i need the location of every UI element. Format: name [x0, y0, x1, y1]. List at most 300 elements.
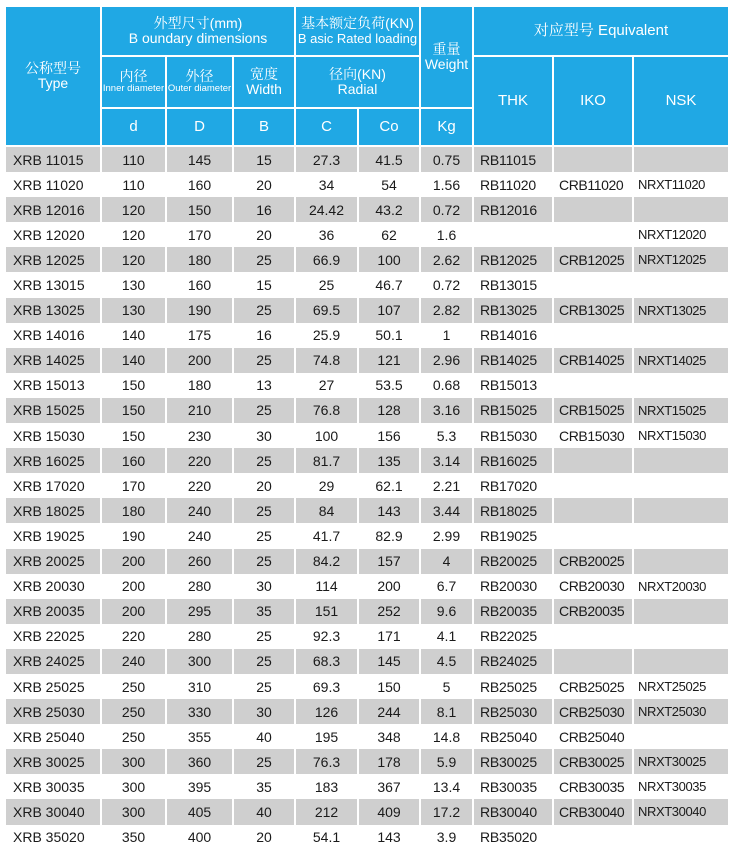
cell-outer-D: 260 [166, 549, 233, 574]
cell-type: XRB 30035 [5, 774, 101, 799]
cell-type: XRB 25030 [5, 699, 101, 724]
table-row [5, 699, 729, 724]
cell-nsk: NRXT15030 [633, 423, 729, 448]
header-radial-cn: 径向(KN) [329, 65, 386, 82]
cell-iko: CRB12025 [553, 247, 633, 272]
cell-nsk: NRXT12020 [633, 222, 729, 247]
bearing-spec-table [4, 5, 730, 850]
cell-radial-Co: 121 [358, 348, 420, 373]
cell-width-B: 25 [233, 448, 295, 473]
table-row [5, 624, 729, 649]
header-outer-cn: 外径 [185, 68, 214, 85]
cell-outer-D: 145 [166, 146, 233, 172]
cell-outer-D: 230 [166, 423, 233, 448]
cell-iko [553, 624, 633, 649]
cell-outer-D: 180 [166, 373, 233, 398]
cell-inner-d: 200 [101, 549, 166, 574]
cell-nsk: NRXT15025 [633, 398, 729, 423]
cell-iko: CRB15030 [553, 423, 633, 448]
cell-outer-D: 210 [166, 398, 233, 423]
cell-nsk: NRXT25030 [633, 699, 729, 724]
cell-radial-Co: 41.5 [358, 146, 420, 172]
cell-radial-Co: 367 [358, 774, 420, 799]
cell-iko: CRB25040 [553, 724, 633, 749]
table-row [5, 774, 729, 799]
cell-radial-C: 69.3 [295, 674, 358, 699]
table-row [5, 825, 729, 850]
cell-weight: 2.96 [420, 348, 473, 373]
cell-radial-C: 100 [295, 423, 358, 448]
header-width-en: Width [246, 81, 282, 97]
cell-radial-Co: 348 [358, 724, 420, 749]
cell-thk: RB20025 [473, 549, 553, 574]
cell-type: XRB 24025 [5, 649, 101, 674]
header-weight-cn: 重量 [432, 40, 461, 57]
cell-outer-D: 220 [166, 448, 233, 473]
cell-radial-C: 66.9 [295, 247, 358, 272]
cell-radial-Co: 107 [358, 298, 420, 323]
cell-weight: 6.7 [420, 574, 473, 599]
cell-inner-d: 250 [101, 699, 166, 724]
cell-inner-d: 180 [101, 498, 166, 523]
cell-radial-Co: 409 [358, 799, 420, 824]
cell-width-B: 25 [233, 247, 295, 272]
cell-inner-d: 140 [101, 348, 166, 373]
cell-thk: RB24025 [473, 649, 553, 674]
cell-width-B: 25 [233, 549, 295, 574]
cell-weight: 4.5 [420, 649, 473, 674]
header-boundary-en: B oundary dimensions [128, 30, 268, 46]
table-row [5, 146, 729, 172]
cell-iko [553, 197, 633, 222]
table-row [5, 298, 729, 323]
cell-nsk: NRXT12025 [633, 247, 729, 272]
cell-inner-d: 120 [101, 197, 166, 222]
cell-radial-C: 41.7 [295, 523, 358, 548]
table-header [5, 6, 729, 146]
cell-width-B: 30 [233, 423, 295, 448]
cell-width-B: 30 [233, 574, 295, 599]
cell-weight: 5 [420, 674, 473, 699]
cell-inner-d: 190 [101, 523, 166, 548]
cell-radial-Co: 156 [358, 423, 420, 448]
cell-radial-C: 25 [295, 272, 358, 297]
cell-nsk [633, 473, 729, 498]
cell-inner-d: 150 [101, 423, 166, 448]
cell-weight: 2.99 [420, 523, 473, 548]
cell-width-B: 16 [233, 323, 295, 348]
cell-nsk [633, 498, 729, 523]
table-row [5, 323, 729, 348]
cell-thk: RB20035 [473, 599, 553, 624]
cell-inner-d: 110 [101, 146, 166, 172]
cell-thk: RB14016 [473, 323, 553, 348]
cell-outer-D: 400 [166, 825, 233, 850]
cell-width-B: 40 [233, 724, 295, 749]
cell-width-B: 20 [233, 825, 295, 850]
cell-radial-Co: 82.9 [358, 523, 420, 548]
cell-inner-d: 250 [101, 724, 166, 749]
table-row [5, 222, 729, 247]
cell-inner-d: 300 [101, 749, 166, 774]
cell-nsk [633, 724, 729, 749]
cell-thk: RB12025 [473, 247, 553, 272]
cell-type: XRB 15030 [5, 423, 101, 448]
cell-nsk: NRXT14025 [633, 348, 729, 373]
cell-width-B: 20 [233, 222, 295, 247]
header-load [295, 6, 420, 56]
header-inner-cn: 内径 [119, 68, 148, 85]
cell-nsk [633, 624, 729, 649]
cell-type: XRB 16025 [5, 448, 101, 473]
cell-outer-D: 360 [166, 749, 233, 774]
table-row [5, 197, 729, 222]
table-row [5, 423, 729, 448]
cell-radial-C: 54.1 [295, 825, 358, 850]
cell-radial-C: 84 [295, 498, 358, 523]
cell-outer-D: 355 [166, 724, 233, 749]
header-weight-en: Weight [424, 56, 469, 72]
cell-nsk: NRXT30025 [633, 749, 729, 774]
cell-radial-C: 29 [295, 473, 358, 498]
cell-weight: 0.72 [420, 272, 473, 297]
header-radial [295, 56, 420, 108]
cell-thk: RB17020 [473, 473, 553, 498]
header-weight [420, 6, 473, 108]
cell-radial-C: 27 [295, 373, 358, 398]
cell-outer-D: 240 [166, 523, 233, 548]
cell-thk: RB22025 [473, 624, 553, 649]
cell-radial-C: 76.3 [295, 749, 358, 774]
cell-radial-Co: 178 [358, 749, 420, 774]
cell-thk: RB20030 [473, 574, 553, 599]
cell-width-B: 25 [233, 298, 295, 323]
cell-type: XRB 12016 [5, 197, 101, 222]
cell-nsk [633, 373, 729, 398]
cell-thk: RB11020 [473, 172, 553, 197]
cell-weight: 1 [420, 323, 473, 348]
cell-weight: 2.62 [420, 247, 473, 272]
cell-radial-C: 183 [295, 774, 358, 799]
cell-outer-D: 295 [166, 599, 233, 624]
cell-nsk [633, 523, 729, 548]
cell-iko: CRB15025 [553, 398, 633, 423]
cell-inner-d: 300 [101, 799, 166, 824]
header-boundary-cn: 外型尺寸(mm) [153, 14, 243, 31]
header-equivalent: 对应型号 Equivalent [473, 6, 729, 56]
cell-radial-Co: 171 [358, 624, 420, 649]
cell-nsk [633, 197, 729, 222]
cell-radial-Co: 62.1 [358, 473, 420, 498]
cell-thk: RB35020 [473, 825, 553, 850]
cell-width-B: 20 [233, 172, 295, 197]
cell-weight: 1.6 [420, 222, 473, 247]
table-row [5, 448, 729, 473]
cell-iko: CRB14025 [553, 348, 633, 373]
header-radial-en: Radial [337, 81, 378, 97]
header-sym-C: C [295, 108, 358, 146]
cell-outer-D: 180 [166, 247, 233, 272]
cell-iko: CRB30040 [553, 799, 633, 824]
header-nsk: NSK [633, 56, 729, 146]
cell-radial-C: 76.8 [295, 398, 358, 423]
cell-thk: RB13015 [473, 272, 553, 297]
cell-outer-D: 395 [166, 774, 233, 799]
cell-thk: RB12016 [473, 197, 553, 222]
cell-width-B: 35 [233, 599, 295, 624]
cell-radial-Co: 46.7 [358, 272, 420, 297]
cell-iko [553, 272, 633, 297]
cell-radial-C: 81.7 [295, 448, 358, 473]
cell-radial-C: 212 [295, 799, 358, 824]
cell-thk: RB18025 [473, 498, 553, 523]
table-row [5, 247, 729, 272]
cell-radial-Co: 43.2 [358, 197, 420, 222]
cell-radial-Co: 244 [358, 699, 420, 724]
table-row [5, 649, 729, 674]
cell-nsk [633, 448, 729, 473]
cell-type: XRB 12025 [5, 247, 101, 272]
table-row [5, 674, 729, 699]
cell-iko: CRB30025 [553, 749, 633, 774]
cell-weight: 9.6 [420, 599, 473, 624]
cell-outer-D: 310 [166, 674, 233, 699]
table-row [5, 523, 729, 548]
cell-nsk [633, 599, 729, 624]
cell-inner-d: 140 [101, 323, 166, 348]
header-inner [101, 56, 166, 108]
cell-width-B: 20 [233, 473, 295, 498]
cell-radial-C: 69.5 [295, 298, 358, 323]
header-sym-Co: Co [358, 108, 420, 146]
cell-outer-D: 170 [166, 222, 233, 247]
cell-radial-C: 114 [295, 574, 358, 599]
cell-weight: 14.8 [420, 724, 473, 749]
table-row [5, 549, 729, 574]
cell-outer-D: 160 [166, 172, 233, 197]
cell-width-B: 30 [233, 699, 295, 724]
table-row [5, 498, 729, 523]
cell-type: XRB 30025 [5, 749, 101, 774]
cell-iko: CRB30035 [553, 774, 633, 799]
cell-nsk [633, 272, 729, 297]
cell-thk: RB25030 [473, 699, 553, 724]
cell-iko [553, 649, 633, 674]
cell-width-B: 40 [233, 799, 295, 824]
header-type [5, 6, 101, 146]
cell-radial-C: 84.2 [295, 549, 358, 574]
header-outer [166, 56, 233, 108]
cell-type: XRB 14025 [5, 348, 101, 373]
header-iko: IKO [553, 56, 633, 146]
cell-width-B: 35 [233, 774, 295, 799]
cell-type: XRB 22025 [5, 624, 101, 649]
cell-radial-C: 195 [295, 724, 358, 749]
cell-type: XRB 13015 [5, 272, 101, 297]
cell-inner-d: 300 [101, 774, 166, 799]
cell-outer-D: 160 [166, 272, 233, 297]
cell-inner-d: 170 [101, 473, 166, 498]
cell-outer-D: 175 [166, 323, 233, 348]
cell-outer-D: 190 [166, 298, 233, 323]
header-width [233, 56, 295, 108]
cell-radial-Co: 128 [358, 398, 420, 423]
cell-nsk [633, 549, 729, 574]
cell-type: XRB 35020 [5, 825, 101, 850]
cell-outer-D: 200 [166, 348, 233, 373]
cell-width-B: 25 [233, 649, 295, 674]
cell-thk: RB16025 [473, 448, 553, 473]
cell-type: XRB 18025 [5, 498, 101, 523]
cell-iko: CRB25030 [553, 699, 633, 724]
cell-radial-C: 126 [295, 699, 358, 724]
cell-iko [553, 498, 633, 523]
cell-width-B: 25 [233, 348, 295, 373]
cell-weight: 3.14 [420, 448, 473, 473]
cell-weight: 1.56 [420, 172, 473, 197]
cell-radial-C: 25.9 [295, 323, 358, 348]
cell-nsk: NRXT13025 [633, 298, 729, 323]
table-row [5, 272, 729, 297]
cell-type: XRB 12020 [5, 222, 101, 247]
cell-radial-Co: 50.1 [358, 323, 420, 348]
cell-type: XRB 30040 [5, 799, 101, 824]
cell-outer-D: 220 [166, 473, 233, 498]
cell-radial-Co: 200 [358, 574, 420, 599]
cell-inner-d: 200 [101, 599, 166, 624]
cell-iko [553, 448, 633, 473]
header-boundary [101, 6, 295, 56]
cell-inner-d: 350 [101, 825, 166, 850]
cell-weight: 13.4 [420, 774, 473, 799]
cell-nsk: NRXT30035 [633, 774, 729, 799]
cell-inner-d: 160 [101, 448, 166, 473]
cell-outer-D: 300 [166, 649, 233, 674]
cell-type: XRB 13025 [5, 298, 101, 323]
table-row [5, 398, 729, 423]
cell-inner-d: 120 [101, 247, 166, 272]
cell-iko: CRB13025 [553, 298, 633, 323]
cell-type: XRB 11015 [5, 146, 101, 172]
cell-type: XRB 20025 [5, 549, 101, 574]
cell-weight: 5.9 [420, 749, 473, 774]
header-outer-en: Outer diameter [167, 83, 232, 95]
cell-outer-D: 150 [166, 197, 233, 222]
cell-thk: RB15013 [473, 373, 553, 398]
cell-inner-d: 150 [101, 398, 166, 423]
cell-inner-d: 110 [101, 172, 166, 197]
header-sym-kg: Kg [420, 108, 473, 146]
cell-iko [553, 825, 633, 850]
table-row [5, 373, 729, 398]
cell-weight: 0.68 [420, 373, 473, 398]
cell-weight: 3.9 [420, 825, 473, 850]
cell-nsk: NRXT20030 [633, 574, 729, 599]
cell-radial-C: 27.3 [295, 146, 358, 172]
cell-inner-d: 130 [101, 272, 166, 297]
cell-iko [553, 146, 633, 172]
cell-thk: RB15025 [473, 398, 553, 423]
table-row [5, 749, 729, 774]
cell-iko: CRB25025 [553, 674, 633, 699]
header-thk: THK [473, 56, 553, 146]
cell-type: XRB 20035 [5, 599, 101, 624]
header-sym-D: D [166, 108, 233, 146]
cell-width-B: 25 [233, 674, 295, 699]
cell-width-B: 25 [233, 749, 295, 774]
cell-type: XRB 15013 [5, 373, 101, 398]
cell-radial-C: 151 [295, 599, 358, 624]
table-row [5, 348, 729, 373]
cell-weight: 3.44 [420, 498, 473, 523]
cell-thk: RB19025 [473, 523, 553, 548]
cell-thk: RB15030 [473, 423, 553, 448]
cell-nsk [633, 323, 729, 348]
cell-weight: 4.1 [420, 624, 473, 649]
cell-width-B: 15 [233, 272, 295, 297]
cell-radial-Co: 54 [358, 172, 420, 197]
cell-type: XRB 11020 [5, 172, 101, 197]
cell-inner-d: 240 [101, 649, 166, 674]
cell-iko [553, 523, 633, 548]
cell-outer-D: 240 [166, 498, 233, 523]
cell-iko [553, 373, 633, 398]
header-inner-en: Inner diameter [102, 83, 165, 95]
cell-inner-d: 200 [101, 574, 166, 599]
cell-type: XRB 15025 [5, 398, 101, 423]
cell-outer-D: 280 [166, 574, 233, 599]
table-row [5, 473, 729, 498]
table-row [5, 574, 729, 599]
cell-iko [553, 222, 633, 247]
cell-radial-C: 36 [295, 222, 358, 247]
cell-weight: 2.82 [420, 298, 473, 323]
cell-thk [473, 222, 553, 247]
cell-width-B: 25 [233, 498, 295, 523]
cell-type: XRB 14016 [5, 323, 101, 348]
cell-iko: CRB20030 [553, 574, 633, 599]
cell-weight: 2.21 [420, 473, 473, 498]
cell-type: XRB 25040 [5, 724, 101, 749]
cell-radial-C: 34 [295, 172, 358, 197]
cell-thk: RB30035 [473, 774, 553, 799]
cell-thk: RB13025 [473, 298, 553, 323]
cell-width-B: 25 [233, 398, 295, 423]
cell-width-B: 25 [233, 624, 295, 649]
cell-radial-Co: 252 [358, 599, 420, 624]
cell-inner-d: 150 [101, 373, 166, 398]
header-load-cn: 基本额定负荷(KN) [301, 15, 414, 32]
cell-weight: 5.3 [420, 423, 473, 448]
cell-radial-Co: 53.5 [358, 373, 420, 398]
cell-nsk [633, 825, 729, 850]
header-type-cn: 公称型号 [25, 59, 81, 76]
cell-radial-Co: 150 [358, 674, 420, 699]
table-row [5, 724, 729, 749]
header-type-en: Type [37, 75, 69, 91]
cell-radial-Co: 143 [358, 825, 420, 850]
cell-thk: RB25025 [473, 674, 553, 699]
cell-weight: 0.72 [420, 197, 473, 222]
cell-iko: CRB20035 [553, 599, 633, 624]
cell-width-B: 13 [233, 373, 295, 398]
cell-type: XRB 20030 [5, 574, 101, 599]
cell-radial-C: 92.3 [295, 624, 358, 649]
cell-nsk: NRXT25025 [633, 674, 729, 699]
cell-radial-C: 74.8 [295, 348, 358, 373]
table-row [5, 599, 729, 624]
cell-nsk: NRXT30040 [633, 799, 729, 824]
